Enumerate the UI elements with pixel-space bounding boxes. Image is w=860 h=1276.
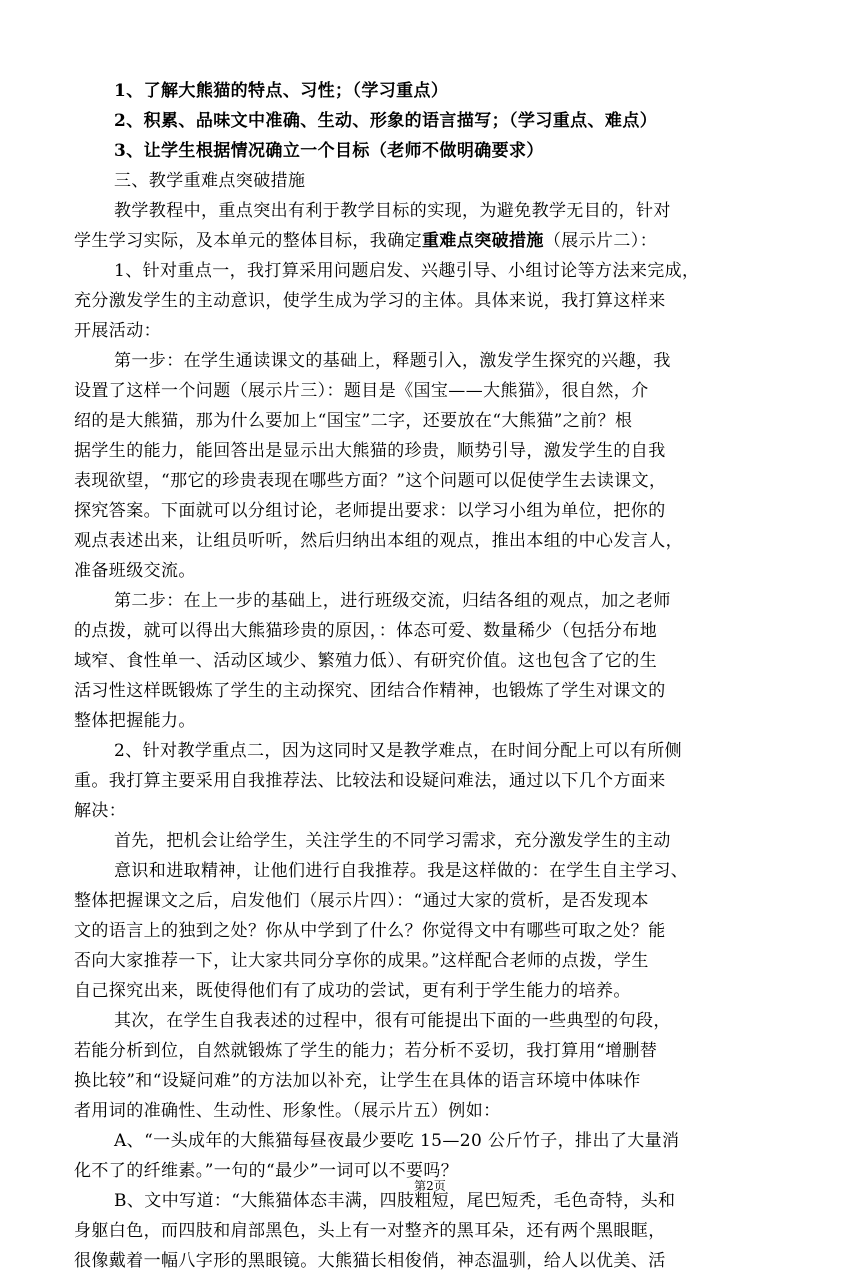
body-line: 充分激发学生的主动意识，使学生成为学习的主体。具体来说，我打算这样来 <box>74 291 666 311</box>
body-line: 第二步：在上一步的基础上，进行班级交流，归结各组的观点，加之老师 <box>114 591 671 611</box>
document-body <box>74 76 788 1276</box>
goal-line-2: 2、积累、品味文中准确、生动、形象的语言描写；（学习重点、难点） <box>114 111 658 131</box>
body-line: 首先，把机会让给学生，关注学生的不同学习需求，充分激发学生的主动 <box>114 831 671 851</box>
body-line: 换比较”和“设疑问难”的方法加以补充，让学生在具体的语言环境中体味作 <box>74 1071 641 1091</box>
body-line: 域窄、食性单一、活动区域少、繁殖力低）、有研究价值。这也包含了它的生 <box>74 651 658 671</box>
body-line: A、“一头成年的大熊猫每昼夜最少要吃 15—20 公斤竹子，排出了大量消 <box>114 1131 680 1151</box>
body-line: 整体把握能力。 <box>74 711 196 731</box>
body-line: 据学生的能力，能回答出是显示出大熊猫的珍贵，顺势引导，激发学生的自我 <box>74 441 666 461</box>
intro-line-2-emphasis: 重难点突破措施 <box>422 231 544 251</box>
page-number: 第2页 <box>414 1179 446 1193</box>
body-line: 若能分析到位，自然就锻炼了学生的能力；若分析不妥切，我打算用“增删替 <box>74 1041 658 1061</box>
body-line: 化不了的纤维素。”一句的“最少”一词可以不要吗？ <box>74 1161 459 1181</box>
body-line: 整体把握课文之后，启发他们（展示片四）：“通过大家的赏析，是否发现本 <box>74 891 649 911</box>
body-line: 1、针对重点一，我打算采用问题启发、兴趣引导、小组讨论等方法来完成， <box>114 261 700 281</box>
intro-line-1: 教学教程中，重点突出有利于教学目标的实现，为避免教学无目的，针对 <box>114 201 671 221</box>
body-line: 解决： <box>74 801 127 821</box>
body-line: 活习性这样既锻炼了学生的主动探究、团结合作精神，也锻炼了学生对课文的 <box>74 681 666 701</box>
section-heading: 三、教学重难点突破措施 <box>114 171 306 191</box>
intro-line-2-tail: （展示片二）： <box>543 231 658 251</box>
goal-line-1: 1、了解大熊猫的特点、习性；（学习重点） <box>114 81 449 101</box>
body-line: 很像戴着一幅八字形的黑眼镜。大熊猫长相俊俏，神态温驯，给人以优美、活 <box>74 1251 666 1271</box>
body-line: 表现欲望，“那它的珍贵表现在哪些方面？”这个问题可以促使学生去读课文， <box>74 471 667 491</box>
goal-line-3: 3、让学生根据情况确立一个目标（老师不做明确要求） <box>114 141 544 161</box>
body-line: 文的语言上的独到之处？你从中学到了什么？你觉得文中有哪些可取之处？能 <box>74 921 666 941</box>
body-line: 准备班级交流。 <box>74 561 196 581</box>
body-line: 自己探究出来，既使得他们有了成功的尝试，更有利于学生能力的培养。 <box>74 981 631 1001</box>
intro-line-2 <box>74 226 788 256</box>
body-line: 者用词的准确性、生动性、形象性。（展示片五）例如： <box>74 1101 501 1121</box>
body-line: 绍的是大熊猫，那为什么要加上“国宝”二字，还要放在“大熊猫”之前？根 <box>74 411 633 431</box>
body-line: 开展活动： <box>74 321 161 341</box>
body-line: 身躯白色，而四肢和肩部黑色，头上有一对整齐的黑耳朵，还有两个黑眼眶， <box>74 1221 666 1241</box>
body-line: 第一步：在学生通读课文的基础上，释题引入，激发学生探究的兴趣，我 <box>114 351 671 371</box>
body-line: 的点拨，就可以得出大熊猫珍贵的原因，：体态可爱、数量稀少（包括分布地 <box>74 621 658 641</box>
intro-line-2-text: 学生学习实际，及本单元的整体目标，我确定 <box>74 231 422 251</box>
body-line: 意识和进取精神，让他们进行自我推荐。我是这样做的：在学生自主学习、 <box>114 861 689 881</box>
body-line: 否向大家推荐一下，让大家共同分享你的成果。”这样配合老师的点拨，学生 <box>74 951 649 971</box>
body-line: 观点表述出来，让组员听听，然后归纳出本组的观点，推出本组的中心发言人， <box>74 531 683 551</box>
body-line: 2、针对教学重点二，因为这同时又是教学难点，在时间分配上可以有所侧 <box>114 741 683 761</box>
body-line: 重。我打算主要采用自我推荐法、比较法和设疑问难法，通过以下几个方面来 <box>74 771 666 791</box>
body-line: 其次，在学生自我表述的过程中，很有可能提出下面的一些典型的句段， <box>114 1011 671 1031</box>
body-paragraphs <box>74 256 788 1276</box>
body-line: B、文中写道：“大熊猫体态丰满，四肢粗短，尾巴短秃，毛色奇特，头和 <box>114 1191 676 1211</box>
body-line: 探究答案。下面就可以分组讨论，老师提出要求：以学习小组为单位，把你的 <box>74 501 666 521</box>
body-line: 设置了这样一个问题（展示片三）：题目是《国宝——大熊猫》，很自然，介 <box>74 381 649 401</box>
